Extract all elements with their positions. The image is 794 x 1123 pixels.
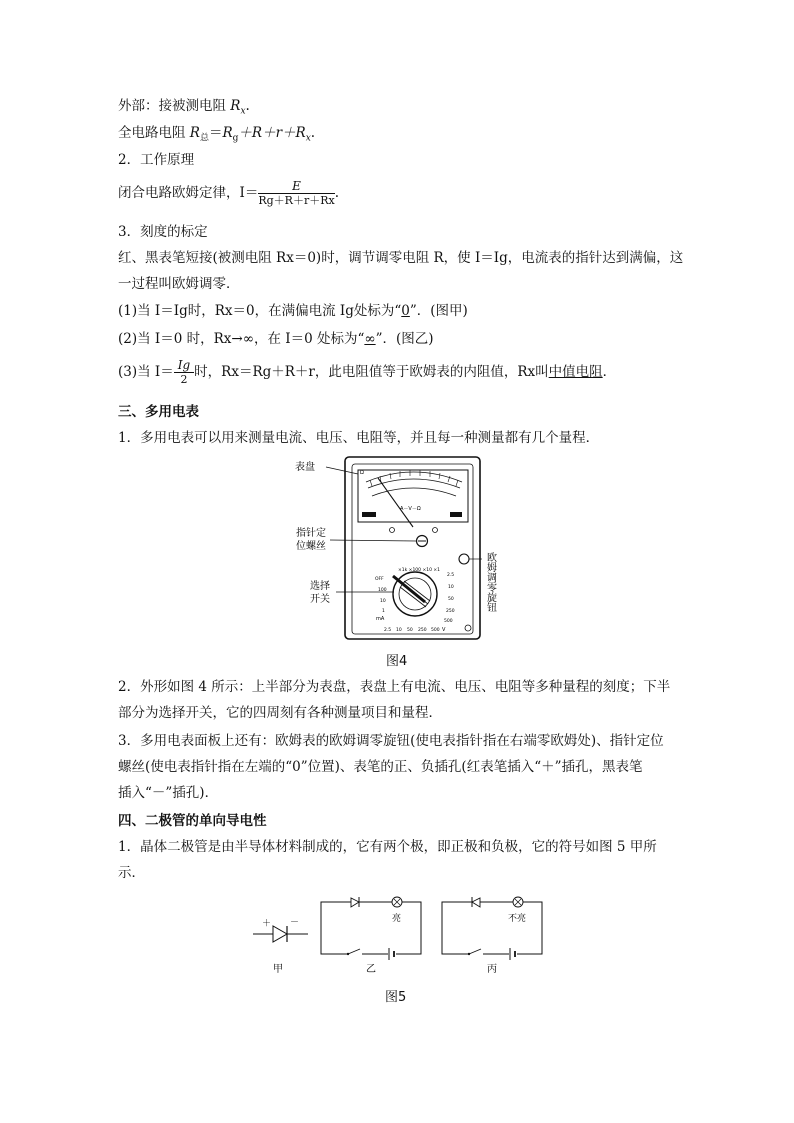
para-multimeter-2b: 部分为选择开关，它的四周刻有各种测量项目和量程． <box>118 705 442 721</box>
diode-minus-sign: － <box>290 918 300 928</box>
label-switch-1: 选择 <box>310 581 330 592</box>
numerator: E <box>258 179 334 194</box>
text: 全电路电阻 <box>118 125 190 141</box>
range-left-0: OFF <box>375 577 384 582</box>
label-switch-2: 开关 <box>310 594 330 605</box>
fraction <box>174 358 194 387</box>
caption-figure-5: 图5 <box>385 990 407 1005</box>
circuit-bing-diode <box>472 898 480 907</box>
mark-mid-resistance: 中值电阻 <box>548 364 603 380</box>
text: . <box>245 98 250 114</box>
para-multimeter-3b: 螺丝(使电表指针指在左端的“0”位置)、表笔的正、负插孔(红表笔插入“＋”插孔，黑表笔 <box>118 759 643 775</box>
range-bottom-4: 500 <box>431 628 440 633</box>
label-screw-2: 位螺丝 <box>296 541 326 552</box>
text: 闭合电路欧姆定律，I＝ <box>118 185 259 201</box>
para-multimeter-3c: 插入“－”插孔)． <box>118 785 219 801</box>
para-diode-1b: 示． <box>118 865 145 881</box>
range-left-3: 1 <box>382 609 385 614</box>
figure-diode <box>248 888 553 978</box>
fraction <box>258 179 334 208</box>
ohm-range-text: ×1k ×100 ×10 ×1 <box>398 568 441 573</box>
figure-multimeter <box>290 452 520 647</box>
text: ＝ <box>208 125 223 141</box>
sub-x: x <box>305 133 311 144</box>
range-right-3: 250 <box>446 609 455 614</box>
text: ＋R＋r＋R <box>238 125 306 141</box>
label-liang: 亮 <box>392 914 402 924</box>
circuit-bing-wire <box>442 902 542 954</box>
text: . <box>310 125 316 141</box>
var-r: R <box>189 125 200 141</box>
sub-g: g <box>232 133 239 144</box>
text: ． <box>602 364 617 380</box>
label-dial: 表盘 <box>295 462 315 473</box>
dial-badge-left <box>362 512 376 517</box>
sub-total: 总 <box>199 133 209 144</box>
para-multimeter-3a: 3．多用电表面板上还有：欧姆表的欧姆调零旋钮(使电表指针指在右端零欧姆处)、指针定位 <box>118 733 664 749</box>
circuit-yi-wire <box>321 902 421 954</box>
range-left-ma: mA <box>376 616 385 622</box>
label-screw-1: 指针定 <box>296 528 326 539</box>
para-multimeter-2a: 2．外形如图 4 所示：上半部分为表盘，表盘上有电流、电压、电阻等多种量程的刻度；下半 <box>118 679 671 695</box>
range-right-0: 2.5 <box>447 573 455 578</box>
item-2 <box>118 329 434 349</box>
range-bottom-v: V <box>442 627 446 633</box>
line-external <box>118 96 250 122</box>
heading-principle: 2．工作原理 <box>118 152 195 168</box>
numerator: Ig <box>174 358 194 373</box>
label-ohm-zero-knob: 欧姆调零旋钮 <box>484 552 496 612</box>
diode-plus-sign: ＋ <box>262 919 272 929</box>
section-multimeter: 三、多用电表 <box>118 404 199 420</box>
range-right-4: 500 <box>444 619 453 624</box>
caption-figure-4: 图4 <box>386 654 408 669</box>
range-right-1: 10 <box>448 585 454 590</box>
range-bottom-2: 50 <box>407 628 413 633</box>
para-zero-a: 红、黑表笔短接(被测电阻 Rx＝0)时，调节调零电阻 R，使 I＝Ig，电流表的指针达到满偏，这 <box>118 250 684 266</box>
line-ohm-law <box>118 178 339 208</box>
para-multimeter-1: 1．多用电表可以用来测量电流、电压、电阻等，并且每一种测量都有几个量程． <box>118 430 600 446</box>
var-r: R <box>222 125 233 141</box>
line-total-resistance <box>118 123 315 149</box>
ohm-zero-knob <box>459 554 469 564</box>
text: 外部：接被测电阻 <box>118 98 231 114</box>
text: . <box>334 185 339 201</box>
dial-badge-right <box>450 512 462 517</box>
text: ”．(图甲) <box>409 303 468 319</box>
denominator: 2 <box>180 373 188 386</box>
section-diode: 四、二极管的单向导电性 <box>118 813 267 829</box>
label-bing: 丙 <box>487 964 497 975</box>
label-yi: 乙 <box>366 964 376 975</box>
var-r: R <box>230 98 241 114</box>
mark-zero: 0 <box>401 303 410 319</box>
denominator: Rg＋R＋r＋Rx <box>258 194 335 207</box>
text: (3)当 I＝ <box>118 364 174 380</box>
mark-infinity: ∞ <box>364 331 376 347</box>
label-jia: 甲 <box>273 964 283 975</box>
para-diode-1a: 1．晶体二极管是由半导体材料制成的，它有两个极，即正极和负极，它的符号如图 5 甲所 <box>118 839 657 855</box>
text: 时，Rx＝Rg＋R＋r，此电阻值等于欧姆表的内阻值，Rx叫 <box>194 364 549 380</box>
item-3 <box>118 357 616 387</box>
range-right-2: 50 <box>448 597 454 602</box>
text: (1)当 I＝Ig时，Rx＝0，在满偏电流 Ig处标为“ <box>118 303 402 319</box>
sub-x: x <box>240 106 246 117</box>
range-bottom-3: 250 <box>418 628 427 633</box>
range-bottom-0: 2.5 <box>384 628 392 633</box>
label-buliang: 不亮 <box>508 914 527 924</box>
text: (2)当 I＝0 时，Rx→∞，在 I＝0 处标为“ <box>118 331 365 347</box>
para-zero-b: 一过程叫欧姆调零． <box>118 276 240 292</box>
range-left-2: 10 <box>380 599 386 604</box>
dial-unit-text: A－V－Ω <box>400 506 421 512</box>
circuit-yi-diode <box>351 898 359 907</box>
item-1 <box>118 301 468 321</box>
dial-ohm-symbol: Ω <box>360 470 364 476</box>
heading-calibration: 3．刻度的标定 <box>118 224 208 240</box>
text: ”．(图乙) <box>375 331 434 347</box>
range-bottom-1: 10 <box>396 628 402 633</box>
range-left-1: 100 <box>378 588 387 593</box>
